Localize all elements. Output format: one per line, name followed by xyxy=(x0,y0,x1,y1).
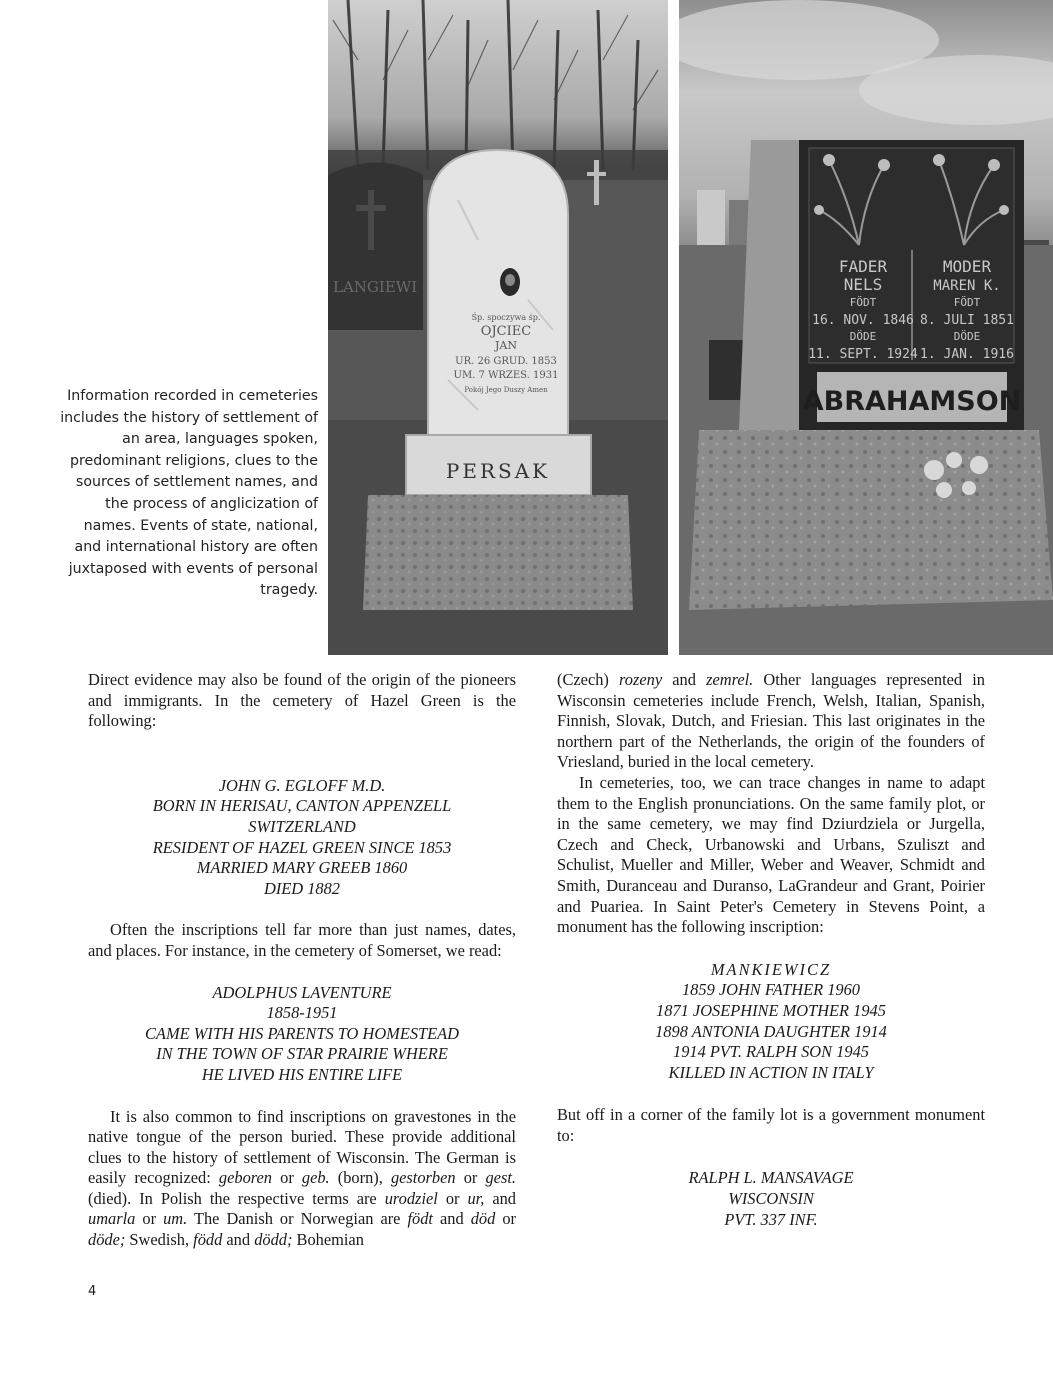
inscription-line: 1898 ANTONIA DAUGHTER 1914 xyxy=(655,1021,887,1041)
inscription-mankiewicz xyxy=(557,960,985,1084)
moder-line-1: MODER xyxy=(942,257,992,276)
moder-line-6: 1. JAN. 1916 xyxy=(920,347,1014,362)
photo-abrahamson-monument xyxy=(679,0,1053,655)
background-stone-text: LANGIEWI xyxy=(333,278,418,296)
inscription-line: DIED 1882 xyxy=(263,878,341,898)
inscription-line: HE LIVED HIS ENTIRE LIFE xyxy=(201,1064,403,1084)
text-run: and xyxy=(432,1209,471,1229)
inscription-line: PVT. 337 INF. xyxy=(724,1209,818,1229)
text-run: The Danish or Norwegian are xyxy=(187,1209,408,1229)
right-column xyxy=(557,670,985,1230)
left-column xyxy=(88,670,516,1251)
paragraph-government-monument: But off in a corner of the family lot is a government monument to: xyxy=(557,1105,985,1145)
inscription-line: MANKIEWICZ xyxy=(710,959,832,979)
moder-line-4: 8. JULI 1851 xyxy=(920,313,1014,328)
inscription-mansavage xyxy=(557,1168,985,1230)
text-run: (died). In Polish the respective terms are xyxy=(88,1188,385,1208)
inscription-line: BORN IN HERISAU, CANTON APPENZELL xyxy=(152,796,452,816)
photo-persak-gravestone xyxy=(328,0,668,655)
term-um: um. xyxy=(163,1209,188,1229)
moder-line-3: FÖDT xyxy=(953,296,981,309)
fader-line-1: FADER xyxy=(838,257,888,276)
stone-line-5: UM. 7 WRZES. 1931 xyxy=(453,370,559,381)
inscription-line: 1914 PVT. RALPH SON 1945 xyxy=(673,1042,869,1062)
stone-line-4: UR. 26 GRUD. 1853 xyxy=(455,356,557,367)
text-run: or xyxy=(437,1188,468,1208)
text-run: It is also common to find inscriptions on gravestones in the native tongue of the person buried. These provide additional clues to the history of settlement of Wisconsin. The German is easily recognized: xyxy=(88,1106,516,1188)
paragraph-other-languages xyxy=(557,670,985,773)
term-zemrel: zemrel. xyxy=(706,670,754,689)
term-dodd: dödd; xyxy=(254,1230,293,1250)
inscription-line: 1871 JOSEPHINE MOTHER 1945 xyxy=(656,1000,886,1020)
moder-line-5: DÖDE xyxy=(953,330,981,343)
inscription-line: WISCONSIN xyxy=(728,1189,814,1209)
text-run: or xyxy=(135,1209,164,1229)
inscription-line: 1859 JOHN FATHER 1960 xyxy=(681,980,860,1000)
term-rozeny: rozeny xyxy=(619,670,663,689)
inscription-line: MARRIED MARY GREEB 1860 xyxy=(196,858,408,878)
inscription-line: JOHN G. EGLOFF M.D. xyxy=(218,775,386,795)
inscription-line: CAME WITH HIS PARENTS TO HOMESTEAD xyxy=(145,1023,459,1043)
text-run: (born), xyxy=(329,1168,391,1188)
text-run: Other languages represented in Wisconsin cemeteries include French, Welsh, Italian, Spanish, Finnish, Slovak, Dutch, and Friesian. This last originates in the northern part of the Netherlands, the origin of the founders of Vriesland, buried in the local cemetery. xyxy=(557,670,985,772)
term-ur: ur, xyxy=(467,1188,485,1208)
stone-line-1: Śp. spoczywa śp. xyxy=(471,313,541,322)
text-run: or xyxy=(455,1168,486,1188)
stone-line-3: JAN xyxy=(495,339,517,352)
fader-line-4: 16. NOV. 1846 xyxy=(812,313,914,328)
term-gest: gest. xyxy=(485,1168,516,1188)
fader-line-3: FÖDT xyxy=(849,296,877,309)
term-geb: geb. xyxy=(301,1168,330,1188)
text-run: and xyxy=(484,1188,516,1208)
term-dode: döde; xyxy=(88,1230,126,1250)
fader-line-5: DÖDE xyxy=(849,330,877,343)
inscription-line: IN THE TOWN OF STAR PRAIRIE WHERE xyxy=(156,1044,448,1064)
stone-base-name: PERSAK xyxy=(445,459,551,483)
text-run: or xyxy=(495,1209,516,1229)
text-run: and xyxy=(222,1230,255,1250)
text-run: Bohemian xyxy=(292,1230,364,1250)
inscription-line: ADOLPHUS LAVENTURE xyxy=(212,982,392,1002)
inscription-line: KILLED IN ACTION IN ITALY xyxy=(668,1062,874,1082)
paragraph-native-tongue xyxy=(88,1107,516,1251)
term-fodd: född xyxy=(193,1230,223,1250)
inscription-line: SWITZERLAND xyxy=(248,816,356,836)
term-urodziel: urodziel xyxy=(384,1188,438,1208)
inscription-line: RESIDENT OF HAZEL GREEN SINCE 1853 xyxy=(152,837,452,857)
stone-line-6: Pokój Jego Duszy Amen xyxy=(464,386,548,394)
page-number: 4 xyxy=(88,1284,97,1299)
inscription-egloff xyxy=(88,776,516,900)
term-geboren: geboren xyxy=(218,1168,273,1188)
stone-line-2: OJCIEC xyxy=(480,324,532,339)
text-run: or xyxy=(272,1168,302,1188)
text-run: Swedish, xyxy=(125,1230,194,1250)
term-fodt: födt xyxy=(407,1209,433,1229)
moder-line-2: MAREN K. xyxy=(933,278,1001,294)
text-run: and xyxy=(662,670,707,689)
fader-line-6: 11. SEPT. 1924 xyxy=(808,347,918,362)
term-dod: död xyxy=(470,1209,496,1229)
abrahamson-photo-drawing xyxy=(679,0,1053,655)
inscription-laventure xyxy=(88,983,516,1086)
inscription-line: RALPH L. MANSAVAGE xyxy=(688,1168,854,1188)
persak-photo-drawing xyxy=(328,0,668,655)
paragraph-name-changes: In cemeteries, too, we can trace changes in name to adapt them to the English pronunciations. On the same family plot, or in the same cemetery, we may find Dziurdziela or Jurgella, Czech and Check, Urbanowski and Urbans, Szuliszt and Schulist, Mueller and Miller, Weber and Weaver, Schmidt and Smith, Duranceau and Duranso, LaGrandeur and Grant, Poirier and Puariea. In Saint Peter's Cemetery in Stevens Point, a monument has the following inscription: xyxy=(557,772,985,937)
term-umarla: umarla xyxy=(88,1209,136,1229)
paragraph-inscriptions-tell-more: Often the inscriptions tell far more than just names, dates, and places. For instance, in the cemetery of Somerset, we read: xyxy=(88,920,516,960)
paragraph-origin-evidence: Direct evidence may also be found of the origin of the pioneers and immigrants. In the cemetery of Hazel Green is the following: xyxy=(88,670,516,731)
text-run: (Czech) xyxy=(557,670,620,689)
photo-caption: Information recorded in cemeteries includes the history of settlement of an area, languages spoken, predominant religions, clues to the sources of settlement names, and the process of anglicization of names. Events of state, national, and international history are often juxtaposed with events of personal tragedy. xyxy=(60,388,318,599)
term-gestorben: gestorben xyxy=(390,1168,456,1188)
inscription-line: 1858-1951 xyxy=(266,1003,338,1023)
monument-surname: ABRAHAMSON xyxy=(802,386,1022,417)
fader-line-2: NELS xyxy=(843,275,883,294)
